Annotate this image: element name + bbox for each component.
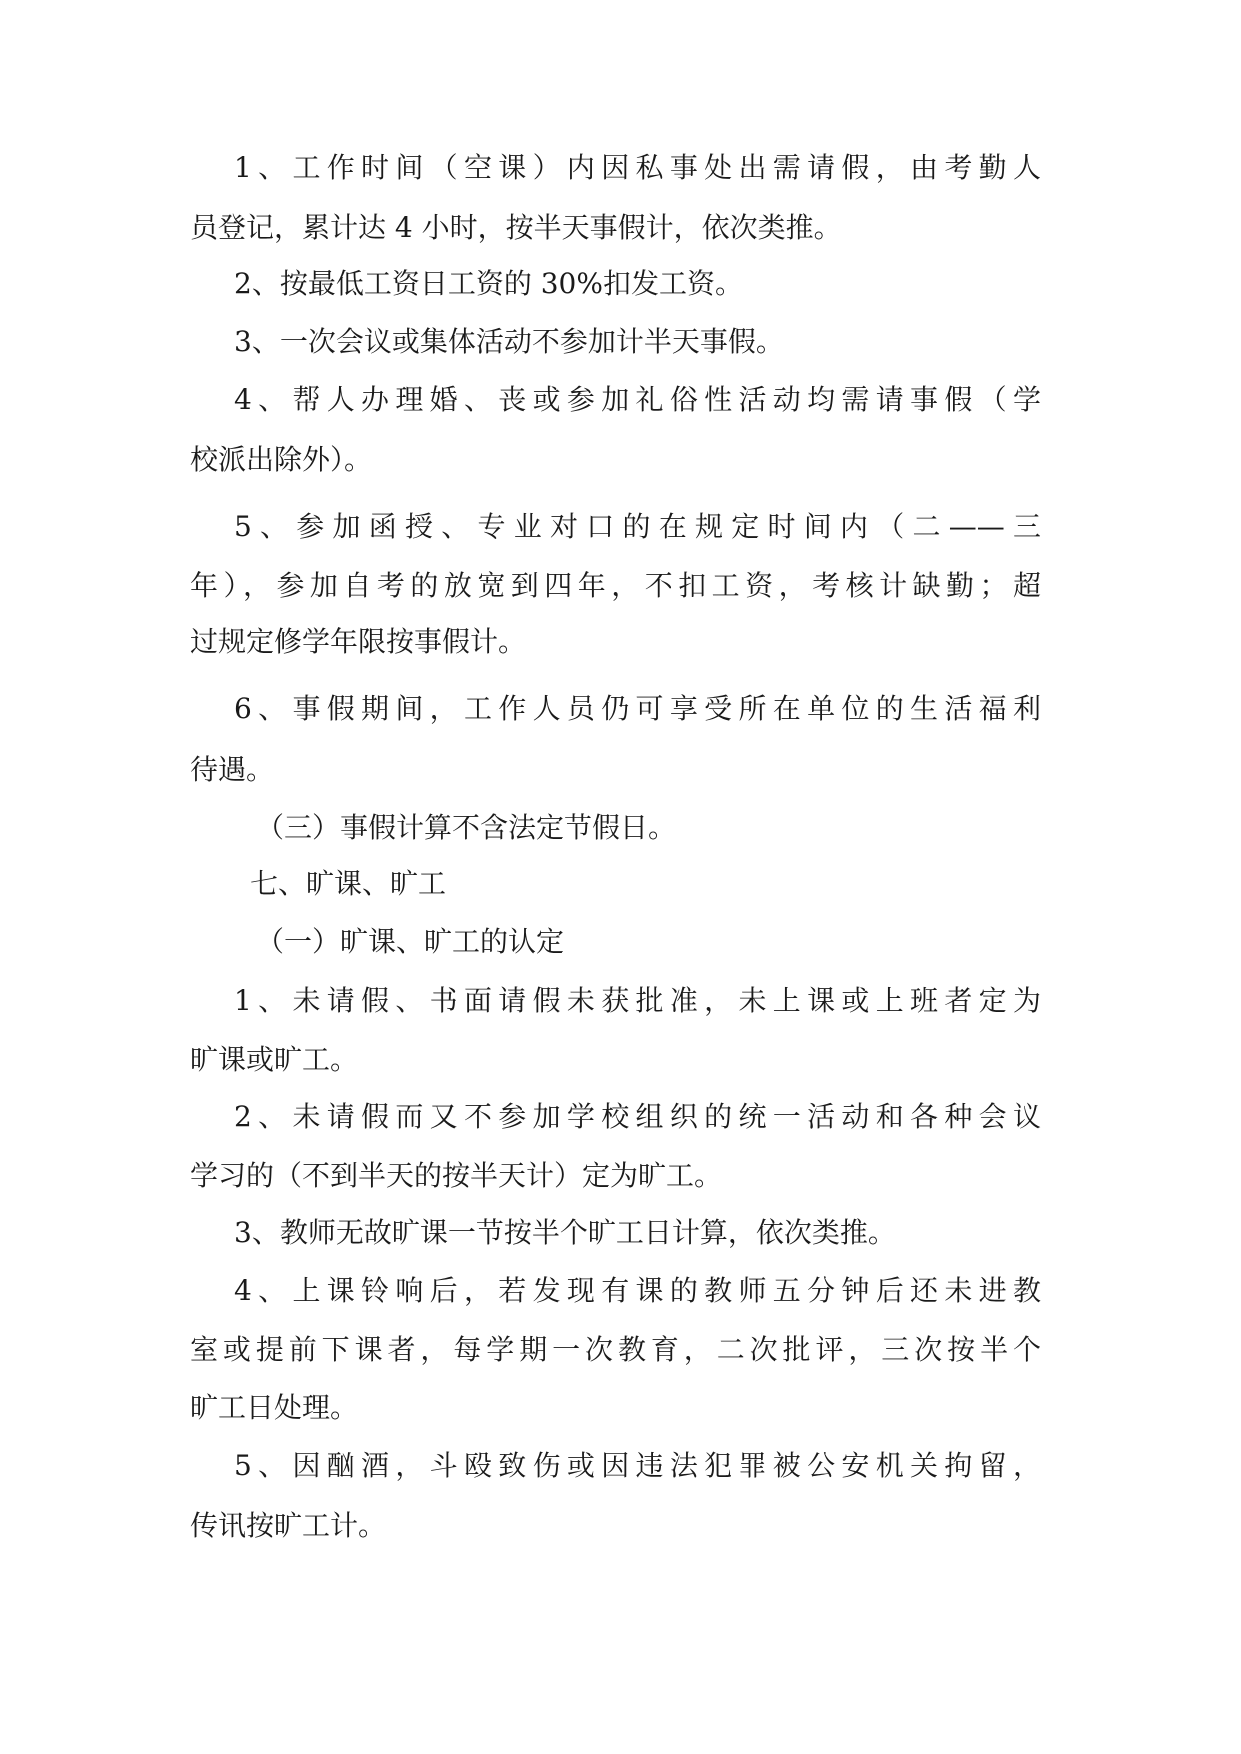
paragraph-5-line-2: 年），参加自考的放宽到四年，不扣工资，考核计缺勤；超: [190, 569, 1041, 602]
section-heading-3: （三）事假计算不含法定节假日。: [256, 811, 677, 844]
paragraph-6-line-1: 6、事假期间，工作人员仍可享受所在单位的生活福利: [234, 692, 1041, 725]
paragraph-14-line-2: 传讯按旷工计。: [190, 1509, 387, 1542]
paragraph-11-line-1: 2、未请假而又不参加学校组织的统一活动和各种会议: [234, 1100, 1041, 1133]
paragraph-14-line-1: 5、因酗酒，斗殴致伤或因违法犯罪被公安机关拘留，: [234, 1449, 1041, 1482]
paragraph-13-line-3: 旷工日处理。: [190, 1391, 359, 1424]
paragraph-6-line-2: 待遇。: [190, 753, 275, 786]
section-heading-1: （一）旷课、旷工的认定: [256, 925, 565, 958]
paragraph-4-line-1: 4、帮人办理婚、丧或参加礼俗性活动均需请事假（学: [234, 383, 1041, 416]
paragraph-13-line-2: 室或提前下课者，每学期一次教育，二次批评，三次按半个: [190, 1333, 1041, 1366]
paragraph-5-line-3: 过规定修学年限按事假计。: [190, 625, 527, 658]
paragraph-1-line-2: 员登记，累计达 4 小时，按半天事假计，依次类推。: [190, 211, 842, 244]
paragraph-11-line-2: 学习的（不到半天的按半天计）定为旷工。: [190, 1159, 723, 1192]
paragraph-4-line-2: 校派出除外）。: [190, 443, 373, 476]
paragraph-5-line-1: 5、参加函授、专业对口的在规定时间内（二——三: [234, 510, 1041, 543]
paragraph-1-line-1: 1、工作时间（空课）内因私事处出需请假，由考勤人: [234, 151, 1041, 184]
paragraph-3-line-1: 3、一次会议或集体活动不参加计半天事假。: [234, 325, 784, 358]
paragraph-10-line-1: 1、未请假、书面请假未获批准，未上课或上班者定为: [234, 984, 1041, 1017]
paragraph-2-line-1: 2、按最低工资日工资的 30%扣发工资。: [234, 267, 743, 300]
paragraph-12-line-1: 3、教师无故旷课一节按半个旷工日计算，依次类推。: [234, 1216, 896, 1249]
paragraph-10-line-2: 旷课或旷工。: [190, 1043, 359, 1076]
chapter-heading-7: 七、旷课、旷工: [250, 867, 447, 900]
paragraph-13-line-1: 4、上课铃响后，若发现有课的教师五分钟后还未进教: [234, 1274, 1041, 1307]
